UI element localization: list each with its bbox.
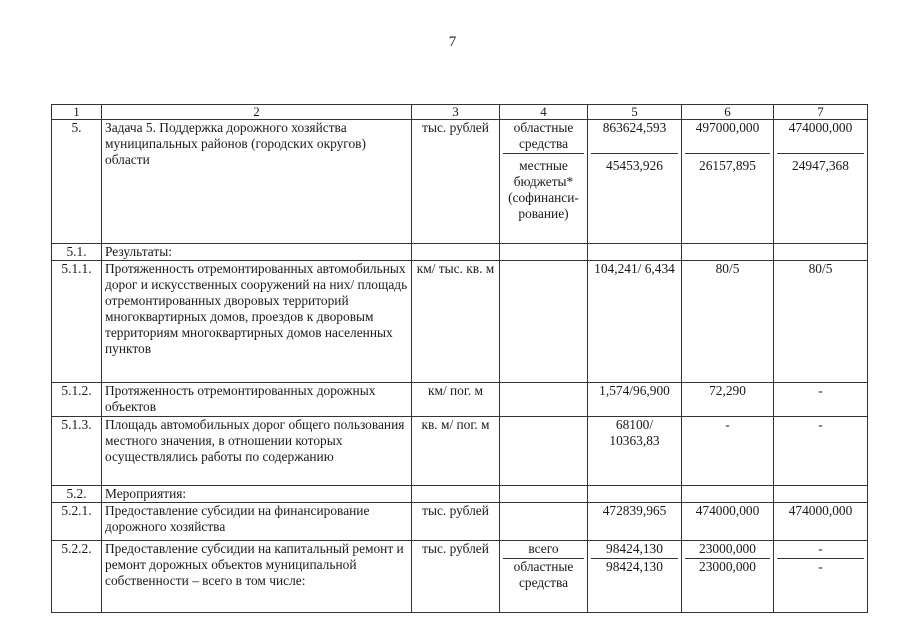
row-source <box>500 541 588 613</box>
row-unit: км/ пог. м <box>412 383 500 417</box>
table-row <box>52 120 868 244</box>
row-name: Предоставление субсидии на финансирование дорожного хозяйства <box>102 503 412 541</box>
value-cell: 80/5 <box>682 261 774 383</box>
row-name: Площадь автомобильных дорог общего пользования местного значения, в отношении которых осуществлялись работы по содержанию <box>102 417 412 486</box>
row-source <box>500 261 588 383</box>
value-cell: 98424,130 <box>606 541 663 556</box>
column-header: 2 <box>102 105 412 120</box>
value-cell <box>774 244 868 261</box>
column-header: 1 <box>52 105 102 120</box>
source-cell: местные бюджеты* (софинанси-рование) <box>503 153 584 222</box>
value-col-7 <box>774 120 868 244</box>
row-number: 5.1. <box>52 244 102 261</box>
value-cell: 72,290 <box>682 383 774 417</box>
value-cell: - <box>682 417 774 486</box>
row-name: Задача 5. Поддержка дорожного хозяйства муниципальных районов (городских округов) области <box>102 120 412 244</box>
value-cell: 474000,000 <box>774 503 868 541</box>
row-number: 5.1.3. <box>52 417 102 486</box>
row-number: 5.1.2. <box>52 383 102 417</box>
value-col-5 <box>588 120 682 244</box>
table-row <box>52 244 868 261</box>
table-row <box>52 503 868 541</box>
value-cell <box>774 486 868 503</box>
row-unit: тыс. рублей <box>412 503 500 541</box>
table-header-row <box>52 105 868 120</box>
value-cell <box>682 486 774 503</box>
row-source <box>500 486 588 503</box>
value-cell: 23000,000 <box>699 541 756 556</box>
row-unit <box>412 244 500 261</box>
value-cell: 98424,130 <box>591 558 678 575</box>
table-row <box>52 261 868 383</box>
row-unit: км/ тыс. кв. м <box>412 261 500 383</box>
value-cell: - <box>774 417 868 486</box>
value-cell: 68100/ 10363,83 <box>588 417 682 486</box>
column-header: 7 <box>774 105 868 120</box>
value-cell <box>588 244 682 261</box>
row-name: Результаты: <box>102 244 412 261</box>
table-row <box>52 383 868 417</box>
column-header: 4 <box>500 105 588 120</box>
value-cell: 497000,000 <box>695 120 760 135</box>
value-cell: 472839,965 <box>588 503 682 541</box>
source-cell: всего <box>528 541 559 556</box>
value-col-5 <box>588 541 682 613</box>
source-cell: областные средства <box>513 120 574 151</box>
value-col-6 <box>682 541 774 613</box>
row-number: 5. <box>52 120 102 244</box>
budget-table <box>51 104 868 613</box>
value-cell: 474000,000 <box>788 120 853 135</box>
row-source <box>500 244 588 261</box>
value-cell: 1,574/96,900 <box>588 383 682 417</box>
value-cell: - <box>774 383 868 417</box>
row-number: 5.2.2. <box>52 541 102 613</box>
value-cell: 45453,926 <box>591 153 678 174</box>
row-source <box>500 383 588 417</box>
column-header: 6 <box>682 105 774 120</box>
row-source <box>500 417 588 486</box>
source-cell: областные средства <box>503 558 584 591</box>
value-cell: 24947,368 <box>777 153 864 174</box>
table-row <box>52 417 868 486</box>
page-number: 7 <box>448 34 457 50</box>
row-source <box>500 120 588 244</box>
row-name: Мероприятия: <box>102 486 412 503</box>
column-header: 3 <box>412 105 500 120</box>
row-unit <box>412 486 500 503</box>
row-name: Предоставление субсидии на капитальный ремонт и ремонт дорожных объектов муниципальной собственности – всего в том числе: <box>102 541 412 613</box>
table-row <box>52 486 868 503</box>
value-cell <box>588 486 682 503</box>
row-number: 5.2. <box>52 486 102 503</box>
row-name: Протяженность отремонтированных дорожных объектов <box>102 383 412 417</box>
table-row <box>52 541 868 613</box>
row-unit: кв. м/ пог. м <box>412 417 500 486</box>
value-col-6 <box>682 120 774 244</box>
value-cell: 474000,000 <box>682 503 774 541</box>
row-unit: тыс. рублей <box>412 541 500 613</box>
value-cell: 26157,895 <box>685 153 770 174</box>
value-cell <box>682 244 774 261</box>
value-col-7 <box>774 541 868 613</box>
value-cell: 863624,593 <box>602 120 667 135</box>
value-cell: 80/5 <box>774 261 868 383</box>
row-number: 5.1.1. <box>52 261 102 383</box>
column-header: 5 <box>588 105 682 120</box>
value-cell: 104,241/ 6,434 <box>588 261 682 383</box>
row-number: 5.2.1. <box>52 503 102 541</box>
value-cell: - <box>818 541 823 556</box>
row-source <box>500 503 588 541</box>
row-name: Протяженность отремонтированных автомобильных дорог и искусственных сооружений на них/ площадь отремонтированных дворовых территорий многоквартирных домов, проездов к дворовым территориям многоквартирных домов населенных пунктов <box>102 261 412 383</box>
value-cell: - <box>777 558 864 575</box>
row-unit: тыс. рублей <box>412 120 500 244</box>
value-cell: 23000,000 <box>685 558 770 575</box>
